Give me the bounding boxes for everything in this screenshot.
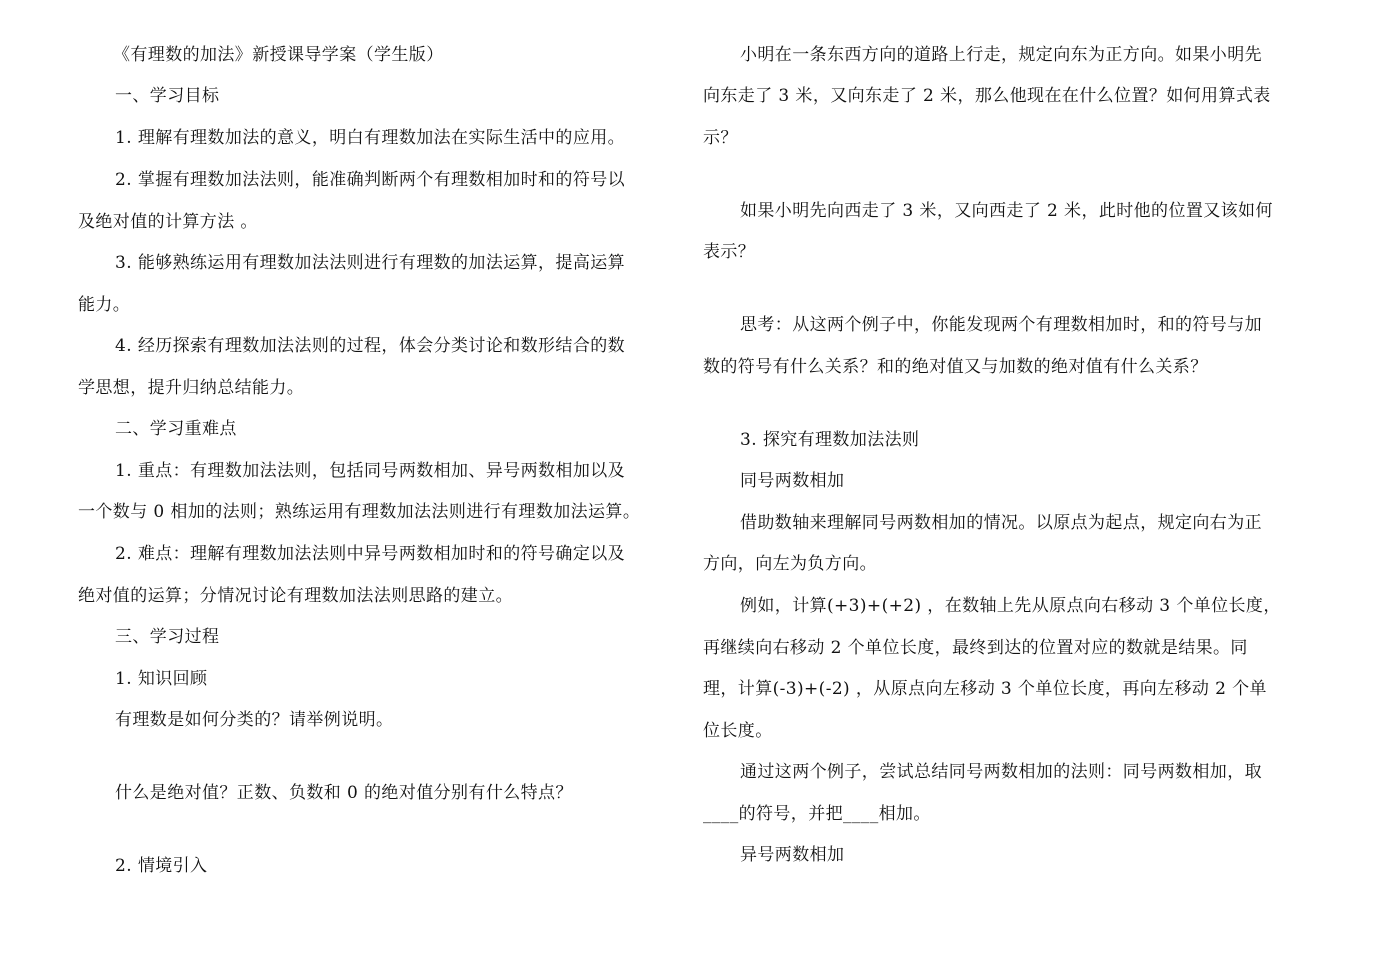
- number-line-line-1: 借助数轴来理解同号两数相加的情况。以原点为起点，规定向右为正: [740, 513, 1262, 533]
- key-point-2-line-1: 2. 难点：理解有理数加法法则中异号两数相加时和的符号确定以及: [115, 544, 626, 564]
- step-2-heading: 2. 情境引入: [115, 856, 208, 876]
- example-line-1: 例如，计算(+3)+(+2) ，在数轴上先从原点向右移动 3 个单位长度，: [740, 596, 1281, 616]
- example-line-2: 再继续向右移动 2 个单位长度，最终到达的位置对应的数就是结果。同: [703, 638, 1248, 658]
- number-line-line-2: 方向，向左为负方向。: [703, 554, 877, 574]
- section-heading-objectives: 一、学习目标: [115, 86, 220, 106]
- step-1-heading: 1. 知识回顾: [115, 669, 208, 689]
- different-sign-heading: 异号两数相加: [740, 845, 845, 865]
- objective-1: 1. 理解有理数加法的意义，明白有理数加法在实际生活中的应用。: [115, 128, 626, 148]
- summary-line-2: ____的符号，并把____相加。: [703, 804, 931, 824]
- think-line-1: 思考：从这两个例子中，你能发现两个有理数相加时，和的符号与加: [740, 315, 1262, 335]
- objective-3-line-2: 能力。: [78, 295, 131, 315]
- document-title: 《有理数的加法》新授课导学案（学生版）: [113, 45, 444, 65]
- example-line-3: 理，计算(-3)+(-2) ，从原点向左移动 3 个单位长度，再向左移动 2 个单: [703, 679, 1267, 699]
- objective-3-line-1: 3. 能够熟练运用有理数加法法则进行有理数的加法运算，提高运算: [115, 253, 626, 273]
- step-3-heading: 3. 探究有理数加法法则: [740, 430, 920, 450]
- think-line-2: 数的符号有什么关系？和的绝对值又与加数的绝对值有什么关系？: [703, 357, 1208, 377]
- objective-4-line-2: 学思想，提升归纳总结能力。: [78, 378, 305, 398]
- key-point-1-line-1: 1. 重点：有理数加法法则，包括同号两数相加、异号两数相加以及: [115, 461, 626, 481]
- same-sign-heading: 同号两数相加: [740, 471, 845, 491]
- summary-line-1: 通过这两个例子，尝试总结同号两数相加的法则：同号两数相加，取: [740, 762, 1262, 782]
- objective-2-line-1: 2. 掌握有理数加法法则，能准确判断两个有理数相加时和的符号以: [115, 170, 626, 190]
- review-question-1: 有理数是如何分类的？请举例说明。: [115, 710, 394, 730]
- scenario-1-line-2: 向东走了 3 米，又向东走了 2 米，那么他现在在什么位置？如何用算式表: [703, 86, 1271, 106]
- key-point-2-line-2: 绝对值的运算；分情况讨论有理数加法法则思路的建立。: [78, 586, 513, 606]
- key-point-1-line-2: 一个数与 0 相加的法则；熟练运用有理数加法法则进行有理数加法运算。: [78, 502, 641, 522]
- scenario-1-line-1: 小明在一条东西方向的道路上行走，规定向东为正方向。如果小明先: [740, 45, 1262, 65]
- scenario-1-line-3: 示？: [703, 128, 738, 148]
- objective-4-line-1: 4. 经历探索有理数加法法则的过程，体会分类讨论和数形结合的数: [115, 336, 626, 356]
- section-heading-key-points: 二、学习重难点: [115, 419, 237, 439]
- scenario-2-line-1: 如果小明先向西走了 3 米，又向西走了 2 米，此时他的位置又该如何: [740, 201, 1273, 221]
- objective-2-line-2: 及绝对值的计算方法 。: [78, 212, 258, 232]
- example-line-4: 位长度。: [703, 721, 773, 741]
- section-heading-process: 三、学习过程: [115, 627, 220, 647]
- review-question-2: 什么是绝对值？正数、负数和 0 的绝对值分别有什么特点？: [115, 783, 573, 803]
- scenario-2-line-2: 表示？: [703, 242, 756, 262]
